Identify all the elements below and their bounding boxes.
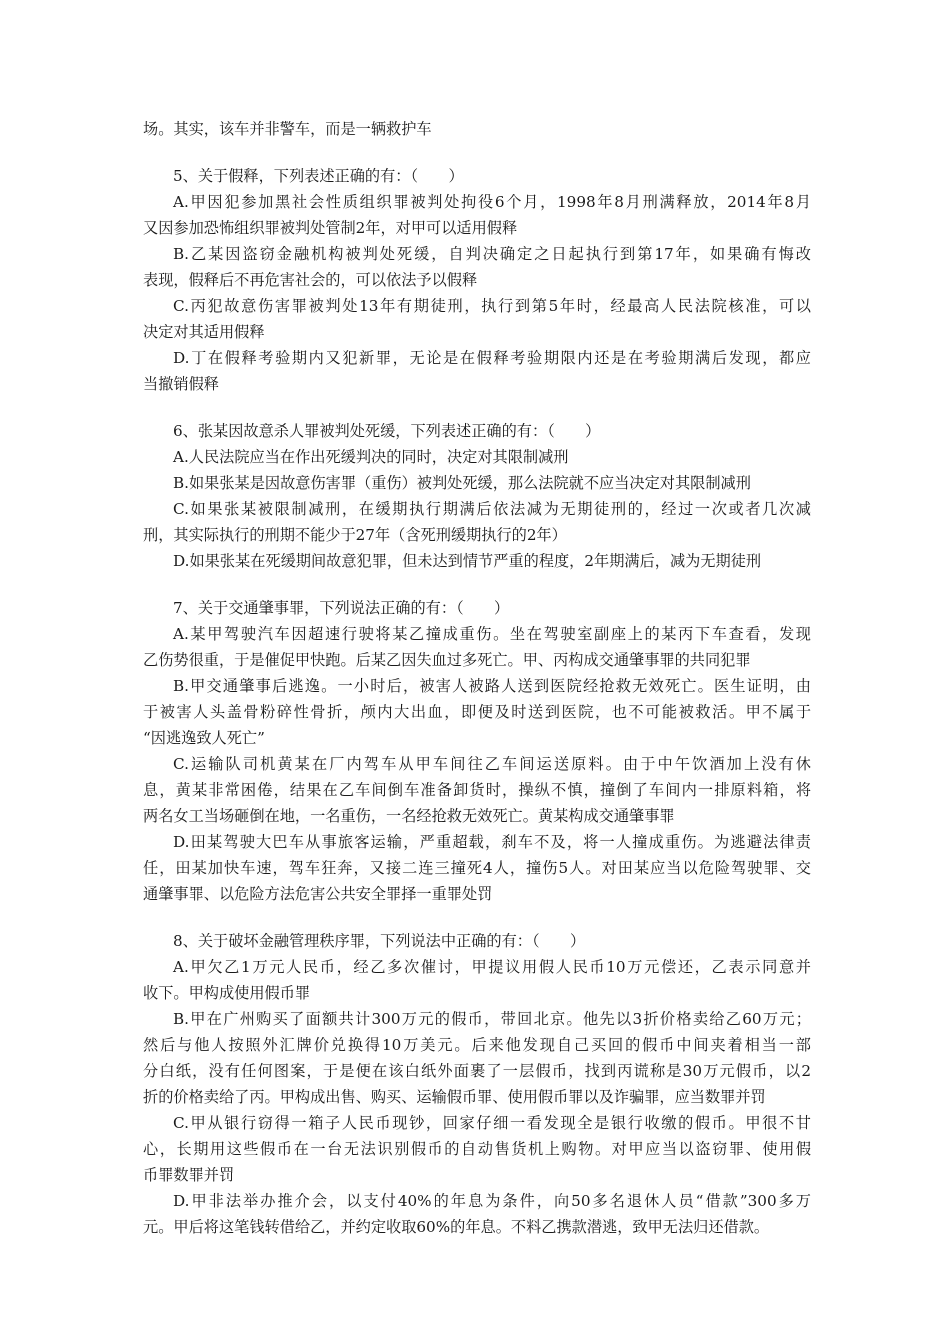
paragraph-gap: [143, 574, 811, 595]
question-list: [143, 142, 811, 1240]
document-page: [143, 116, 811, 1240]
answer-option: [143, 496, 811, 548]
option-text-line: C.如果张某被限制减刑，在缓期执行期满后依法减为无期徒刑的，经过一次或者几次减: [173, 500, 811, 518]
option-text-line: C.运输队司机黄某在厂内驾车从甲车间往乙车间运送原料。由于中午饮酒加上没有休: [173, 755, 811, 773]
option-text-line: D.甲非法举办推介会，以支付40%的年息为条件，向50多名退休人员“借款”300多万: [173, 1192, 811, 1210]
option-text-line: 分白纸，没有任何图案，于是便在该白纸外面裹了一层假币，找到丙谎称是30万元假币，以2: [143, 1062, 811, 1080]
option-text-line: A.甲因犯参加黑社会性质组织罪被判处拘役6个月，1998年8月刑满释放，2014年8月: [173, 193, 811, 211]
question-6: [143, 418, 811, 574]
option-text-line: “因逃逸致人死亡”: [143, 729, 265, 747]
option-text-line: D.如果张某在死缓期间故意犯罪，但未达到情节严重的程度，2年期满后，减为无期徒刑: [173, 552, 762, 570]
option-text-line: 于被害人头盖骨粉碎性骨折，颅内大出血，即便及时送到医院，也不可能被救活。甲不属于: [143, 703, 811, 721]
answer-option: [143, 189, 811, 241]
option-text-line: 心，长期用这些假币在一台无法识别假币的自动售货机上购物。对甲应当以盗窃罪、使用假: [143, 1140, 811, 1158]
option-text-line: 收下。甲构成使用假币罪: [143, 984, 311, 1002]
option-text-line: D.田某驾驶大巴车从事旅客运输，严重超载，刹车不及，将一人撞成重伤。为逃避法律责: [173, 833, 811, 851]
answer-option: [143, 1006, 811, 1110]
option-text-line: A.某甲驾驶汽车因超速行驶将某乙撞成重伤。坐在驾驶室副座上的某丙下车查看，发现: [173, 625, 811, 643]
option-text-line: A.甲欠乙1万元人民币，经乙多次催讨，甲提议用假人民币10万元偿还，乙表示同意并: [173, 958, 811, 976]
answer-option: [143, 751, 811, 829]
option-text-line: 又因参加恐怖组织罪被判处管制2年，对甲可以适用假释: [143, 219, 518, 237]
answer-option: [143, 1188, 811, 1240]
paragraph-gap: [143, 142, 811, 163]
answer-option: [143, 345, 811, 397]
answer-option: [143, 444, 811, 470]
option-text-line: 表现，假释后不再危害社会的，可以依法予以假释: [143, 271, 478, 289]
question-stem: 5、关于假释，下列表述正确的有：（ ）: [173, 167, 464, 185]
answer-option: [143, 954, 811, 1006]
option-text-line: 通肇事罪、以危险方法危害公共安全罪择一重罪处罚: [143, 885, 493, 903]
option-text-line: B.甲交通肇事后逃逸。一小时后，被害人被路人送到医院经抢救无效死亡。医生证明，由: [173, 677, 811, 695]
option-text-line: B.如果张某是因故意伤害罪（重伤）被判处死缓，那么法院就不应当决定对其限制减刑: [173, 474, 751, 492]
option-text-line: C.甲从银行窃得一箱子人民币现钞，回家仔细一看发现全是银行收缴的假币。甲很不甘: [173, 1114, 811, 1132]
answer-option: [143, 621, 811, 673]
answer-option: [143, 673, 811, 751]
option-text-line: 决定对其适用假释: [143, 323, 265, 341]
answer-option: [143, 548, 811, 574]
option-text-line: C.丙犯故意伤害罪被判处13年有期徒刑，执行到第5年时，经最高人民法院核准，可以: [173, 297, 811, 315]
answer-option: [143, 470, 811, 496]
question-8: [143, 928, 811, 1240]
option-text-line: 然后与他人按照外汇牌价兑换得10万美元。后来他发现自己买回的假币中间夹着相当一部: [143, 1036, 811, 1054]
paragraph-gap: [143, 907, 811, 928]
answer-option: [143, 241, 811, 293]
question-5: [143, 163, 811, 397]
option-text-line: 息，黄某非常困倦，结果在乙车间倒车准备卸货时，操纵不慎，撞倒了车间内一排原料箱，将: [143, 781, 811, 799]
question-7: [143, 595, 811, 907]
option-text-line: 元。甲后将这笔钱转借给乙，并约定收取60%的年息。不料乙携款潜逃，致甲无法归还借款。: [143, 1218, 770, 1236]
paragraph-gap: [143, 397, 811, 418]
option-text-line: 刑，其实际执行的刑期不能少于27年（含死刑缓期执行的2年）: [143, 526, 567, 544]
option-text-line: B.乙某因盗窃金融机构被判处死缓，自判决确定之日起执行到第17年，如果确有悔改: [173, 245, 811, 263]
option-text-line: D.丁在假释考验期内又犯新罪，无论是在假释考验期限内还是在考验期满后发现，都应: [173, 349, 811, 367]
answer-option: [143, 293, 811, 345]
option-text-line: 当撤销假释: [143, 375, 219, 393]
answer-option: [143, 1110, 811, 1188]
answer-option: [143, 829, 811, 907]
option-text-line: B.甲在广州购买了面额共计300万元的假币，带回北京。他先以3折价格卖给乙60万元；: [173, 1010, 811, 1028]
option-text-line: 折的价格卖给了丙。甲构成出售、购买、运输假币罪、使用假币罪以及诈骗罪，应当数罪并罚: [143, 1088, 766, 1106]
question-stem: 7、关于交通肇事罪，下列说法正确的有：（ ）: [173, 599, 510, 617]
question-stem: 6、张某因故意杀人罪被判处死缓，下列表述正确的有：（ ）: [173, 422, 601, 440]
option-text-line: A.人民法院应当在作出死缓判决的同时，决定对其限制减刑: [173, 448, 569, 466]
option-text-line: 两名女工当场砸倒在地，一名重伤，一名经抢救无效死亡。黄某构成交通肇事罪: [143, 807, 675, 825]
option-text-line: 乙伤势很重，于是催促甲快跑。后某乙因失血过多死亡。甲、丙构成交通肇事罪的共同犯罪: [143, 651, 751, 669]
option-text-line: 币罪数罪并罚: [143, 1166, 235, 1184]
option-text-line: 任，田某加快车速，驾车狂奔，又接二连三撞死4人，撞伤5人。对田某应当以危险驾驶罪、交: [143, 859, 811, 877]
question-stem: 8、关于破坏金融管理秩序罪，下列说法中正确的有：（ ）: [173, 932, 586, 950]
intro-tail-text: 场。其实，该车并非警车，而是一辆救护车: [143, 120, 432, 138]
